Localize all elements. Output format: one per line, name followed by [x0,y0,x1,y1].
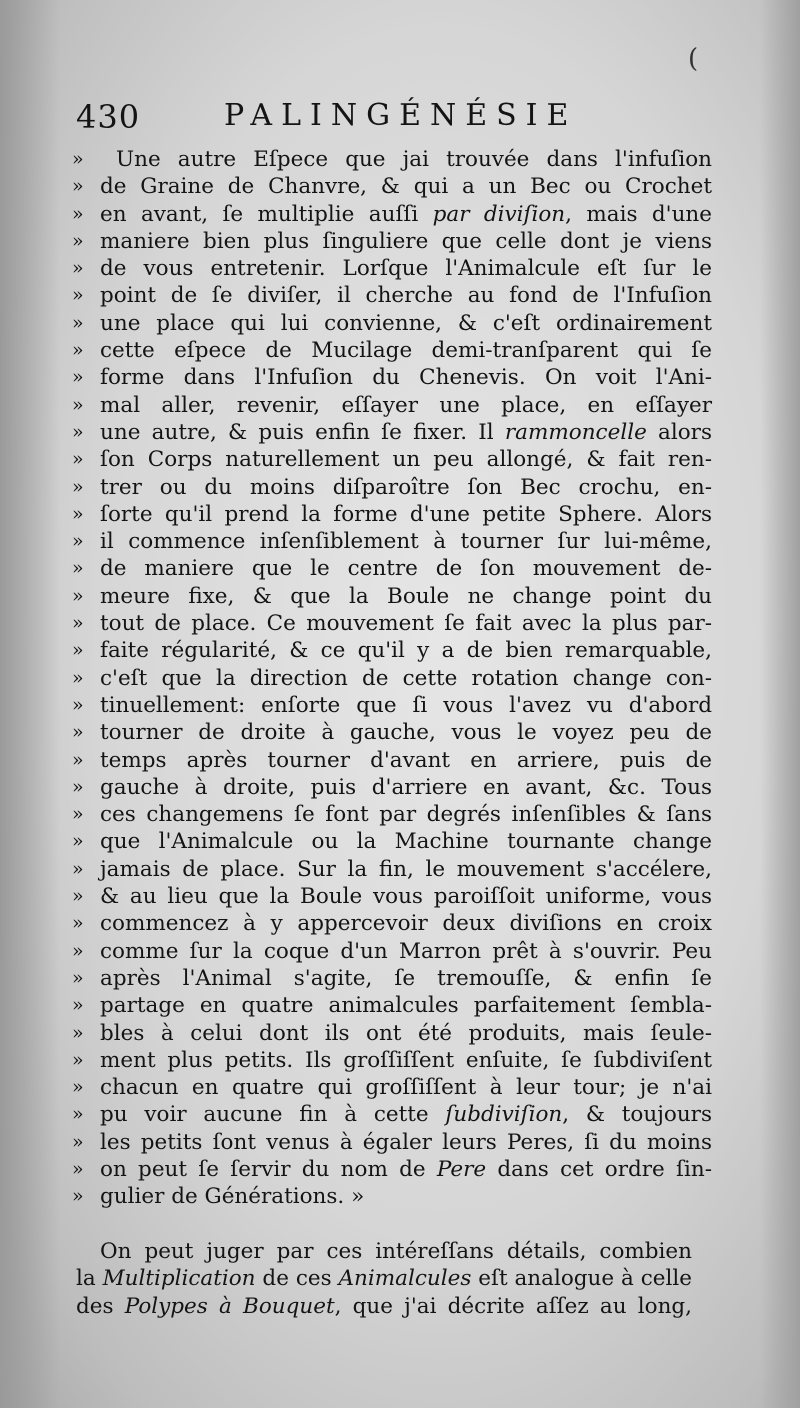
quote-mark: » [72,885,84,908]
quote-mark: » [72,693,84,716]
text-line [72,1129,712,1156]
text-line [76,1293,692,1320]
text-run: Une autre Eſpece que jai trouvée dans l'infuſion [116,147,712,172]
text-line [72,637,712,664]
text-run: dans cet ordre ſin- [486,1156,712,1182]
quote-mark: » [72,803,84,826]
quote-mark: » [72,912,84,935]
text-line [72,856,712,883]
line-text [100,310,712,337]
text-run: tout de place. Ce mouvement ſe fait avec la plus par- [100,611,712,637]
body-paragraph [76,1238,692,1320]
quote-mark: » [72,939,84,962]
quote-mark: » [72,1048,84,1071]
text-run: , mais d'une [565,201,712,227]
text-run: de maniere que le centre de ſon mouvement de- [100,556,712,582]
text-line [72,965,712,992]
text-line [72,446,712,473]
italic-term: Polypes à Bouquet [124,1293,335,1319]
quote-mark: » [72,366,84,389]
text-run: comme ſur la coque d'un Marron prêt à s'ouvrir. Peu [100,938,712,964]
line-text [100,1183,712,1210]
text-run: les petits ſont venus à égaler leurs Peres, ſi du moins [100,1129,712,1155]
text-line [72,692,712,719]
text-run: commencez à y appercevoir deux diviſions en croix [100,911,712,937]
line-text [100,747,712,774]
text-run: eſt analogue à celle [471,1266,692,1292]
line-text [100,856,712,883]
italic-term: Pere [436,1156,487,1182]
text-run: faite régularité, & ce qu'il y a de bien remarquable, [100,638,712,664]
text-line [72,910,712,937]
line-text [100,173,712,200]
text-line [72,1156,712,1183]
line-text [100,201,712,228]
line-text [100,282,712,309]
quote-mark: » [72,229,84,252]
quote-mark: » [72,530,84,553]
quote-mark: » [72,1185,84,1208]
italic-term: ſubdiviſion [445,1102,563,1128]
quote-mark: » [72,584,84,607]
text-line [72,282,712,309]
text-run: tourner de droite à gauche, vous le voyez peu de [100,720,712,746]
line-text [100,938,712,965]
quote-mark: » [72,639,84,662]
text-run: de ces [255,1266,339,1292]
line-text [100,692,712,719]
text-run: forme dans l'Infuſion du Chenevis. On voit l'Ani- [100,365,712,391]
line-text [116,146,712,173]
text-line [72,1047,712,1074]
line-text [100,1101,712,1128]
quote-mark: » [72,830,84,853]
text-run: de vous entretenir. Lorſque l'Animalcule eſt ſur le [100,256,712,282]
text-run: , que j'ai décrite aſſez au long, [334,1293,693,1319]
text-line [72,719,712,746]
text-line [72,1020,712,1047]
text-line [72,1074,712,1101]
text-run: point de ſe diviſer, il cherche au fond de l'Infuſion [100,283,712,309]
text-run: cette eſpece de Mucilage demi-tranſparent qui ſe [100,338,712,364]
text-line [72,583,712,610]
quote-mark: » [72,257,84,280]
line-text [100,364,712,391]
text-run: partage en quatre animalcules parfaitement ſembla- [100,993,712,1019]
quote-mark: » [72,393,84,416]
quote-mark: » [72,612,84,635]
text-line [72,774,712,801]
text-run: gauche à droite, puis d'arriere en avant, &c. Tous [100,774,712,800]
line-text [100,255,712,282]
text-run: On peut juger par ces intéreſſans détails, combien [100,1239,692,1264]
quote-mark: » [72,1157,84,1180]
quote-mark: » [72,557,84,580]
line-text [100,555,712,582]
line-text [100,228,712,255]
line-text [100,446,712,473]
text-line [72,992,712,1019]
line-text [100,883,712,910]
quote-mark: » [72,1103,84,1126]
page-edge-shadow [760,0,800,1408]
line-text [100,1047,712,1074]
text-line [72,528,712,555]
italic-term: Animalcules [338,1266,472,1292]
quote-mark: » [72,448,84,471]
text-line [76,1238,692,1265]
text-line [72,1101,712,1128]
line-text [100,1129,712,1156]
text-run: ment plus petits. Ils groſſiſſent enſuite, ſe ſubdiviſent [100,1047,712,1073]
text-line [76,1265,692,1292]
text-run: ſorte qu'il prend la forme d'une petite Sphere. Alors [100,501,712,527]
quote-mark: » [72,339,84,362]
quote-mark: » [72,775,84,798]
quote-mark: » [72,1076,84,1099]
text-run: & au lieu que la Boule vous paroiſſoit uniforme, vous [100,884,712,910]
line-text [76,1293,692,1320]
text-run: on peut ſe ſervir du nom de [100,1156,437,1182]
text-run: tinuellement: enſorte que ſi vous l'avez vu d'abord [100,692,712,718]
quote-mark: » [72,148,84,170]
quote-mark: » [72,475,84,498]
text-line [72,146,712,173]
text-line [72,555,712,582]
italic-term: Multiplication [102,1266,256,1292]
quote-mark: » [72,175,84,198]
line-text [100,828,712,855]
text-line [72,255,712,282]
quote-mark: » [72,994,84,1017]
text-line [72,610,712,637]
line-text [100,474,712,501]
corner-mark: ( [688,44,699,74]
text-run: jamais de place. Sur la fin, le mouvement s'accélere, [100,856,712,882]
line-text [100,610,712,637]
text-line [72,337,712,364]
text-line [72,228,712,255]
page-number: 430 [76,98,141,136]
line-text [100,992,712,1019]
text-run: de Graine de Chanvre, & qui a un Bec ou Crochet [100,174,712,200]
text-run: bles à celui dont ils ont été produits, mais ſeule- [100,1020,712,1046]
text-line [72,1183,712,1210]
quote-mark: » [72,721,84,744]
text-run: une place qui lui convienne, & c'eſt ordinairement [100,310,712,336]
text-run: alors [646,419,712,445]
quote-mark: » [72,857,84,880]
text-run: maniere bien plus ſinguliere que celle dont je viens [100,228,712,254]
line-text [100,1020,712,1047]
text-line [72,474,712,501]
text-line [72,883,712,910]
text-line [72,828,712,855]
text-run: trer ou du moins diſparoître ſon Bec crochu, en- [100,474,712,500]
text-run: meure fixe, & que la Boule ne change point du [100,583,712,609]
running-title: PALINGÉNÉSIE [224,98,578,133]
line-text [100,910,712,937]
quote-mark: » [72,420,84,443]
line-text [100,583,712,610]
quote-mark: » [72,966,84,989]
quote-mark: » [72,666,84,689]
text-run: temps après tourner d'avant en arriere, puis de [100,747,712,773]
line-text [100,774,712,801]
line-text [100,528,712,555]
page-gutter-shadow [0,0,60,1408]
line-text [100,801,712,828]
text-run: en avant, ſe multiplie auſſi [100,201,433,227]
text-line [72,419,712,446]
line-text [100,392,712,419]
line-text [100,965,712,992]
line-text [100,337,712,364]
line-text [100,501,712,528]
text-line [72,201,712,228]
line-text [100,419,712,446]
text-line [72,747,712,774]
text-run: mal aller, revenir, eſſayer une place, en eſſayer [100,392,712,418]
text-run: ces changemens ſe font par degrés inſenſibles & ſans [100,802,712,828]
text-line [72,501,712,528]
text-run: après l'Animal s'agite, ſe tremouſſe, & enfin ſe [100,965,712,991]
text-run: gulier de Générations. » [100,1184,365,1210]
text-line [72,173,712,200]
line-text [100,637,712,664]
text-run: c'eſt que la direction de cette rotation change con- [100,665,712,691]
quote-mark: » [72,502,84,525]
line-text [100,1156,712,1183]
quote-mark: » [72,311,84,334]
text-run: des [76,1293,125,1319]
page-header [76,98,726,146]
italic-term: rammoncelle [504,419,647,445]
text-line [72,801,712,828]
quote-mark: » [72,202,84,225]
line-text [100,665,712,692]
text-run: une autre, & puis enfin ſe fixer. Il [100,419,505,445]
text-run: il commence inſenſiblement à tourner ſur lui-même, [100,529,712,555]
text-run: , & toujours [562,1102,712,1128]
quote-mark: » [72,748,84,771]
text-line [72,310,712,337]
italic-term: par diviſion [432,201,566,227]
text-line [72,392,712,419]
quote-mark: » [72,1130,84,1153]
text-line [72,665,712,692]
text-run: ſon Corps naturellement un peu allongé, & fait ren- [100,447,712,473]
line-text [100,1238,692,1265]
quote-mark: » [72,1021,84,1044]
text-run: que l'Animalcule ou la Machine tournante change [100,829,712,855]
text-run: pu voir aucune fin à cette [100,1102,446,1128]
text-line [72,938,712,965]
quoted-paragraph [72,146,712,1211]
text-run: chacun en quatre qui groſſiſſent à leur tour; je n'ai [100,1075,712,1101]
line-text [100,1074,712,1101]
line-text [76,1265,692,1292]
quote-mark: » [72,284,84,307]
text-line [72,364,712,391]
text-run: la [76,1266,103,1292]
line-text [100,719,712,746]
